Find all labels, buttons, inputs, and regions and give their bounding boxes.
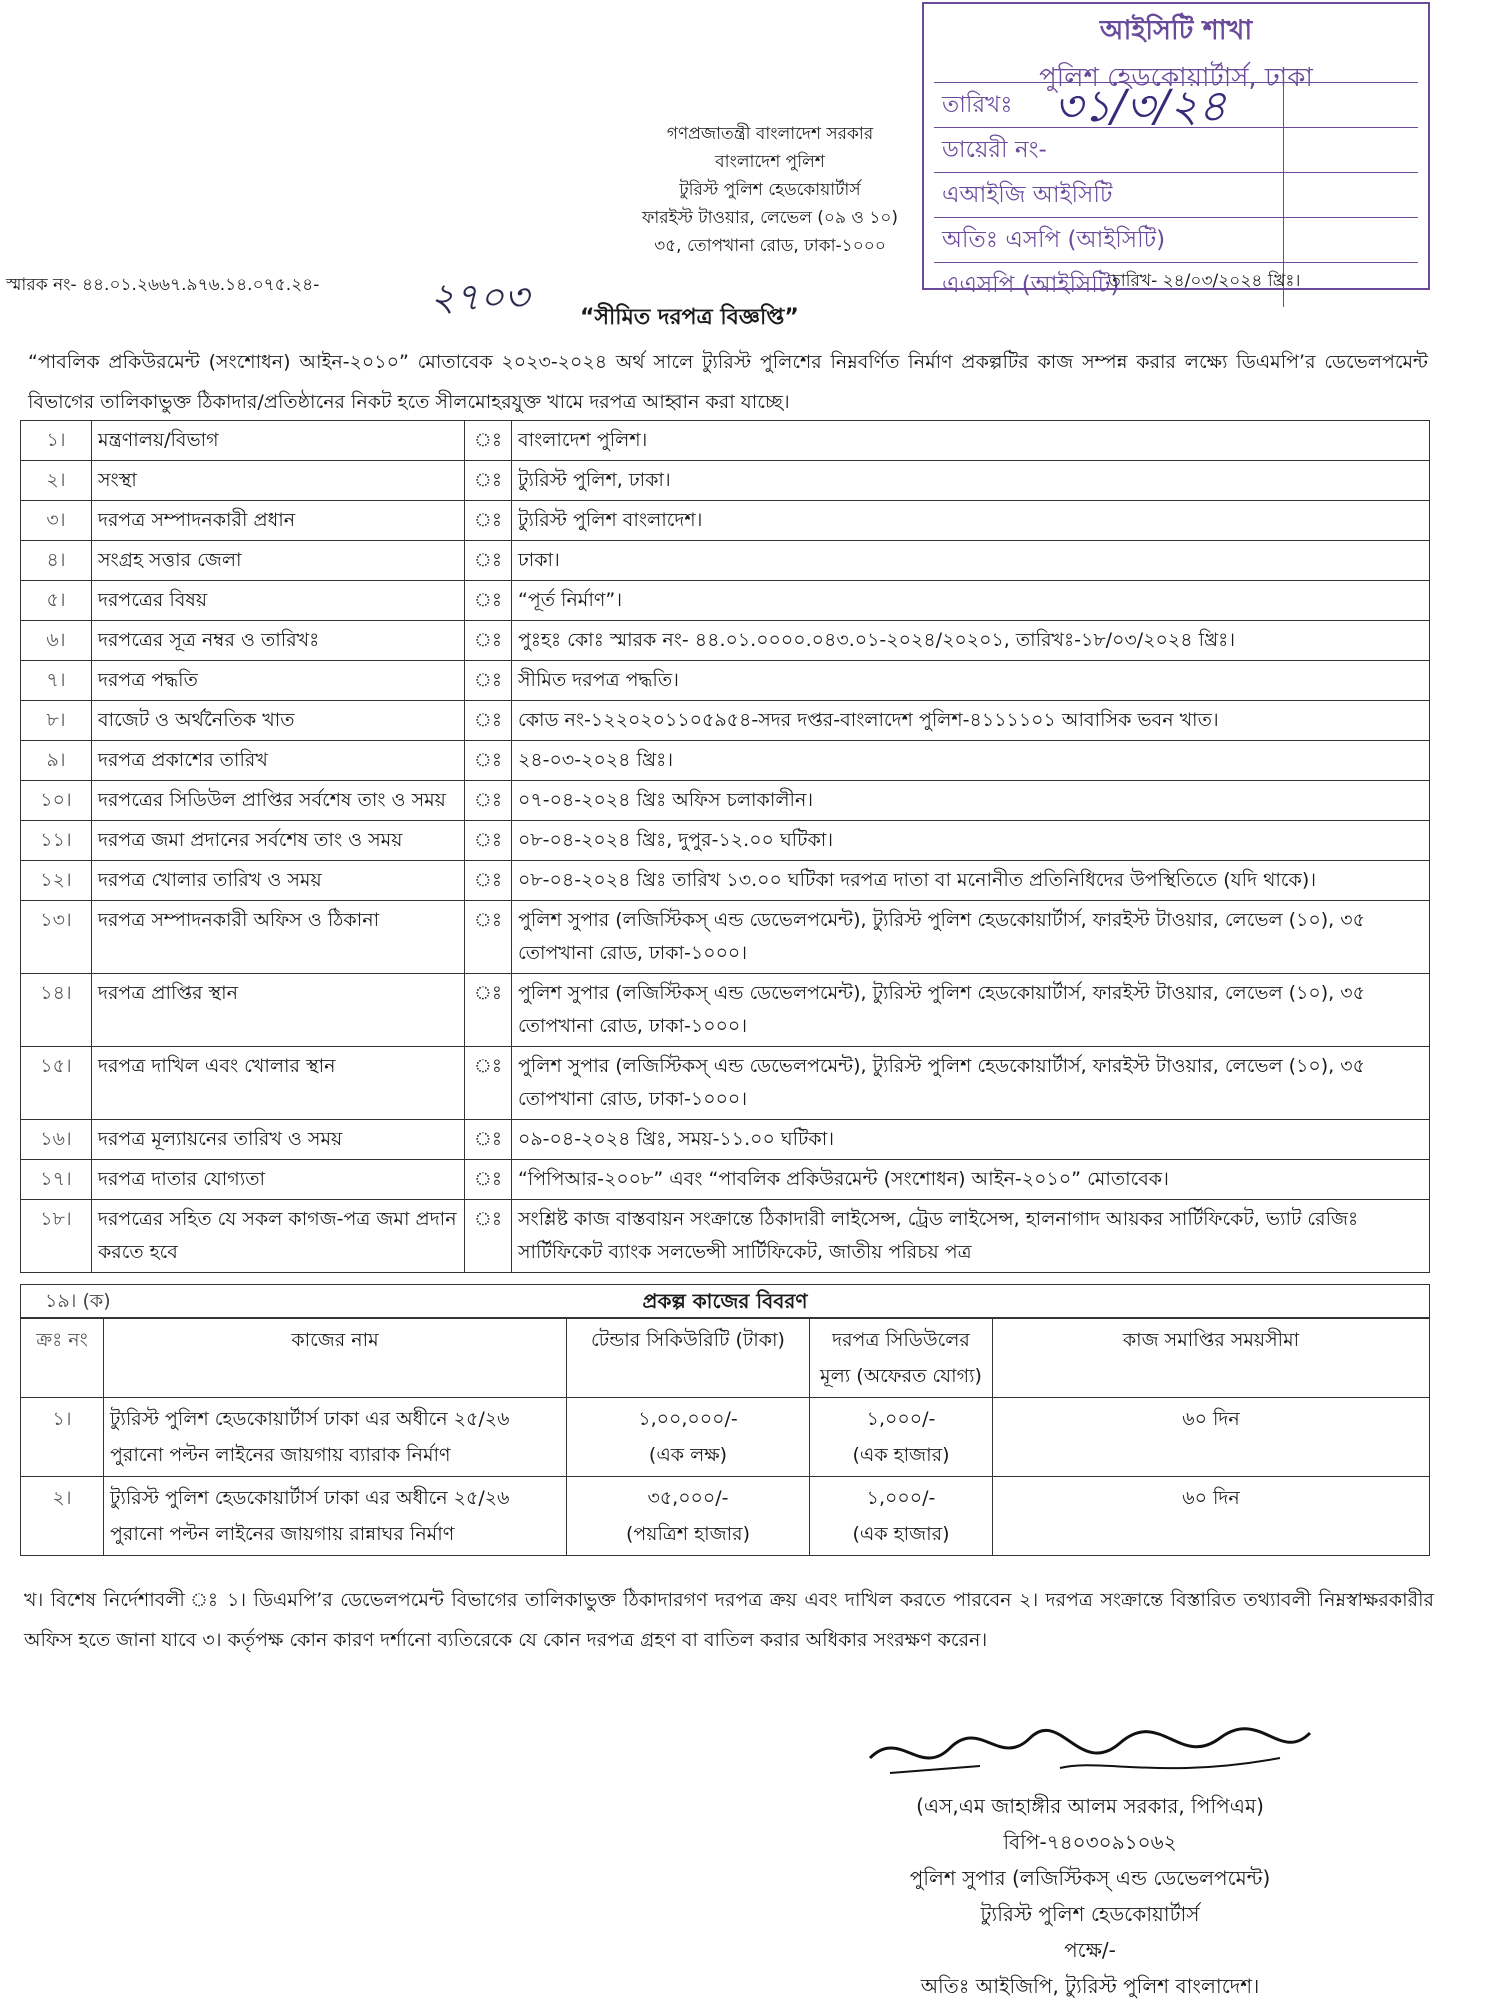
row-number: ৪। [21, 541, 92, 581]
row-colon: ঃ [465, 421, 512, 461]
signatory-bp: বিপি-৭৪০৩০৯১০৬২ [1003, 1830, 1177, 1854]
row-label: দরপত্র সম্পাদনকারী অফিস ও ঠিকানা [92, 901, 465, 974]
info-row [21, 581, 1430, 621]
info-row [21, 461, 1430, 501]
info-row [21, 861, 1430, 901]
row-value: ০৭-০৪-২০২৪ খ্রিঃ অফিস চলাকালীন। [512, 781, 1430, 821]
row-value: ২৪-০৩-২০২৪ খ্রিঃ। [512, 741, 1430, 781]
tender-info-table [20, 420, 1430, 1273]
row-value: ঢাকা। [512, 541, 1430, 581]
info-row [21, 661, 1430, 701]
table-row [21, 1398, 1430, 1477]
project-fee: ১,০০০/- (এক হাজার) [810, 1477, 993, 1556]
signatory-office: ট্যুরিস্ট পুলিশ হেডকোয়ার্টার্স [980, 1902, 1200, 1926]
row-label: দরপত্রের বিষয় [92, 581, 465, 621]
row-number: ১। [21, 421, 92, 461]
row-value: “পূর্ত নির্মাণ”। [512, 581, 1430, 621]
row-colon: ঃ [465, 781, 512, 821]
gov-line: টুরিস্ট পুলিশ হেডকোয়ার্টার্স [679, 180, 861, 200]
row-label: দরপত্র সম্পাদনকারী প্রধান [92, 501, 465, 541]
row-number: ৩। [21, 501, 92, 541]
row-number: ১০। [21, 781, 92, 821]
signatory-name: (এস,এম জাহাঙ্গীর আলম সরকার, পিপিএম) [916, 1794, 1264, 1818]
row-value: বাংলাদেশ পুলিশ। [512, 421, 1430, 461]
memo-label: স্মারক নং- ৪৪.০১.২৬৬৭.৯৭৬.১৪.০৭৫.২৪- [6, 275, 320, 295]
notice-title: “সীমিত দরপত্র বিজ্ঞপ্তি” [580, 305, 799, 330]
col-header: টেন্ডার সিকিউরিটি (টাকা) [567, 1319, 810, 1398]
row-value: সংশ্লিষ্ট কাজ বাস্তবায়ন সংক্রান্তে ঠিকাদারী লাইসেন্স, ট্রেড লাইসেন্স, হালনাগাদ আয়কর সার্টিফিকেট, ভ্যাট রেজিঃ সার্টিফিকেট ব্যাংক সলভেন্সী সার্টিফিকেট, জাতীয় পরিচয় পত্র [512, 1200, 1430, 1273]
receipt-stamp [922, 2, 1430, 298]
row-colon: ঃ [465, 901, 512, 974]
stamp-row-addl-sp: অতিঃ এসপি (আইসিটি) [934, 218, 1284, 262]
row-value: ০৯-০৪-২০২৪ খ্রিঃ, সময়-১১.০০ ঘটিকা। [512, 1120, 1430, 1160]
signatory-title: পুলিশ সুপার (লজিস্টিকস্ এন্ড ডেভেলপমেন্ট) [909, 1866, 1271, 1890]
row-colon: ঃ [465, 741, 512, 781]
gov-line: গণপ্রজাতন্ত্রী বাংলাদেশ সরকার [666, 124, 874, 144]
project-table-title [20, 1284, 1430, 1318]
row-number: ৯। [21, 741, 92, 781]
stamp-title: আইসিটি শাখা [1099, 15, 1253, 46]
row-number: ২। [21, 461, 92, 501]
row-number: ৭। [21, 661, 92, 701]
row-number: ১২। [21, 861, 92, 901]
row-colon: ঃ [465, 1200, 512, 1273]
row-colon: ঃ [465, 1160, 512, 1200]
row-value: ট্যুরিস্ট পুলিশ, ঢাকা। [512, 461, 1430, 501]
row-value: “পিপিআর-২০০৮” এবং “পাবলিক প্রকিউরমেন্ট (সংশোধন) আইন-২০১০” মোতাবেক। [512, 1160, 1430, 1200]
row-colon: ঃ [465, 701, 512, 741]
row-label: মন্ত্রণালয়/বিভাগ [92, 421, 465, 461]
row-colon: ঃ [465, 861, 512, 901]
info-row [21, 701, 1430, 741]
row-number: ১১। [21, 821, 92, 861]
info-row [21, 421, 1430, 461]
project-name: ট্যুরিস্ট পুলিশ হেডকোয়ার্টার্স ঢাকা এর অধীনে ২৫/২৬ পুরানো পল্টন লাইনের জায়গায় ব্যারাক নির্মাণ [104, 1398, 567, 1477]
info-row [21, 974, 1430, 1047]
stamp-subtitle: পুলিশ হেডকোয়ার্টার্স, ঢাকা [1039, 63, 1313, 93]
row-number: ১৫। [21, 1047, 92, 1120]
row-label: সংস্থা [92, 461, 465, 501]
notice-intro: “পাবলিক প্রকিউরমেন্ট (সংশোধন) আইন-২০১০” মোতাবেক ২০২৩-২০২৪ অর্থ সালে ট্যুরিস্ট পুলিশের নিম্নবর্ণিত নির্মাণ প্রকল্পটির কাজ সম্পন্ন করার লক্ষ্যে ডিএমপি’র ডেভেলপমেন্ট বিভাগের তালিকাভুক্ত ঠিকাদার/প্রতিষ্ঠানের নিকট হতে সীলমোহরযুক্ত খামে দরপত্র আহ্বান করা যাচ্ছে। [28, 351, 1428, 413]
special-instructions: খ। বিশেষ নির্দেশাবলী ঃ ১। ডিএমপি’র ডেভেলপমেন্ট বিভাগের তালিকাভুক্ত ঠিকাদারগণ দরপত্র ক্রয় এবং দাখিল করতে পারবেন ২। দরপত্র সংক্রান্তে বিস্তারিত তথ্যাবলী নিম্নস্বাক্ষরকারীর অফিস হতে জানা যাবে ৩। কর্তৃপক্ষ কোন কারণ দর্শানো ব্যতিরেকে যে কোন দরপত্র গ্রহণ বা বাতিল করার অধিকার সংরক্ষণ করেন। [24, 1589, 1434, 1651]
col-header: কাজ সমাপ্তির সময়সীমা [993, 1319, 1430, 1398]
stamp-row-diary: ডায়েরী নং- [934, 128, 1284, 172]
project-sl: ২। [21, 1477, 104, 1556]
row-number: ১৮। [21, 1200, 92, 1273]
project-name: ট্যুরিস্ট পুলিশ হেডকোয়ার্টার্স ঢাকা এর অধীনে ২৫/২৬ পুরানো পল্টন লাইনের জায়গায় রান্নাঘর নির্মাণ [104, 1477, 567, 1556]
row-label: দরপত্র প্রাপ্তির স্থান [92, 974, 465, 1047]
row-label: দরপত্র জমা প্রদানের সর্বশেষ তাং ও সময় [92, 821, 465, 861]
project-title: প্রকল্প কাজের বিবরণ [642, 1289, 808, 1313]
project-time: ৬০ দিন [993, 1477, 1430, 1556]
info-row [21, 1160, 1430, 1200]
row-colon: ঃ [465, 501, 512, 541]
signatory-superior: অতিঃ আইজিপি, ট্যুরিস্ট পুলিশ বাংলাদেশ। [920, 1974, 1260, 1998]
row-label: দরপত্র মূল্যায়নের তারিখ ও সময় [92, 1120, 465, 1160]
row-colon: ঃ [465, 974, 512, 1047]
row-colon: ঃ [465, 1120, 512, 1160]
row-value: ০৮-০৪-২০২৪ খ্রিঃ, দুপুর-১২.০০ ঘটিকা। [512, 821, 1430, 861]
row-label: দরপত্র দাতার যোগ্যতা [92, 1160, 465, 1200]
table-row [21, 1477, 1430, 1556]
row-colon: ঃ [465, 581, 512, 621]
row-label: দরপত্রের সিডিউল প্রাপ্তির সর্বশেষ তাং ও সময় [92, 781, 465, 821]
project-tag: ১৯। (ক) [45, 1290, 111, 1312]
row-colon: ঃ [465, 661, 512, 701]
signature-image [860, 1718, 1320, 1788]
info-row [21, 1120, 1430, 1160]
signatory-pokkhe: পক্ষে/- [1064, 1938, 1116, 1962]
info-row [21, 821, 1430, 861]
info-row [21, 781, 1430, 821]
row-number: ১৩। [21, 901, 92, 974]
row-label: দরপত্রের সূত্র নম্বর ও তারিখঃ [92, 621, 465, 661]
memo-number: ২৭০৩ [430, 275, 529, 319]
row-value: ট্যুরিস্ট পুলিশ বাংলাদেশ। [512, 501, 1430, 541]
memo-date: তারিখ- ২৪/০৩/২০২৪ খ্রিঃ। [1108, 271, 1301, 291]
info-row [21, 501, 1430, 541]
row-label: দরপত্র খোলার তারিখ ও সময় [92, 861, 465, 901]
info-row [21, 901, 1430, 974]
row-value: পুলিশ সুপার (লজিস্টিকস্ এন্ড ডেভেলপমেন্ট), ট্যুরিস্ট পুলিশ হেডকোয়ার্টার্স, ফারইস্ট টাওয়ার, লেভেল (১০), ৩৫ তোপখানা রোড, ঢাকা-১০০০। [512, 974, 1430, 1047]
project-sl: ১। [21, 1398, 104, 1477]
row-colon: ঃ [465, 461, 512, 501]
row-value: পুঃহঃ কোঃ স্মারক নং- ৪৪.০১.০০০০.০৪৩.০১-২০২৪/২০২০১, তারিখঃ-১৮/০৩/২০২৪ খ্রিঃ। [512, 621, 1430, 661]
row-label: সংগ্রহ সত্তার জেলা [92, 541, 465, 581]
row-label: দরপত্র প্রকাশের তারিখ [92, 741, 465, 781]
info-row [21, 741, 1430, 781]
government-header [580, 120, 960, 260]
info-row [21, 1047, 1430, 1120]
row-value: পুলিশ সুপার (লজিস্টিকস্ এন্ড ডেভেলপমেন্ট), ট্যুরিস্ট পুলিশ হেডকোয়ার্টার্স, ফারইস্ট টাওয়ার, লেভেল (১০), ৩৫ তোপখানা রোড, ঢাকা-১০০০। [512, 1047, 1430, 1120]
row-value: পুলিশ সুপার (লজিস্টিকস্ এন্ড ডেভেলপমেন্ট), ট্যুরিস্ট পুলিশ হেডকোয়ার্টার্স, ফারইস্ট টাওয়ার, লেভেল (১০), ৩৫ তোপখানা রোড, ঢাকা-১০০০। [512, 901, 1430, 974]
row-number: ১৬। [21, 1120, 92, 1160]
row-number: ৮। [21, 701, 92, 741]
row-label: দরপত্র পদ্ধতি [92, 661, 465, 701]
project-fee: ১,০০০/- (এক হাজার) [810, 1398, 993, 1477]
stamp-handwritten-date: ৩১/৩/২৪ [1054, 81, 1227, 132]
row-number: ৬। [21, 621, 92, 661]
col-header: দরপত্র সিডিউলের মূল্য (অফেরত যোগ্য) [810, 1319, 993, 1398]
row-colon: ঃ [465, 1047, 512, 1120]
col-header: কাজের নাম [104, 1319, 567, 1398]
project-security: ৩৫,০০০/- (পয়ত্রিশ হাজার) [567, 1477, 810, 1556]
project-table [20, 1318, 1430, 1556]
row-label: দরপত্রের সহিত যে সকল কাগজ-পত্র জমা প্রদান করতে হবে [92, 1200, 465, 1273]
row-number: ১৭। [21, 1160, 92, 1200]
info-row [21, 541, 1430, 581]
row-number: ১৪। [21, 974, 92, 1047]
gov-line: ৩৫, তোপখানা রোড, ঢাকা-১০০০ [654, 236, 886, 256]
row-colon: ঃ [465, 541, 512, 581]
stamp-row-aig: এআইজি আইসিটি [934, 173, 1284, 217]
row-label: বাজেট ও অর্থনৈতিক খাত [92, 701, 465, 741]
gov-line: বাংলাদেশ পুলিশ [715, 152, 825, 172]
project-time: ৬০ দিন [993, 1398, 1430, 1477]
info-row [21, 621, 1430, 661]
signatory-block [850, 1788, 1330, 2004]
col-header: ক্রঃ নং [21, 1319, 104, 1398]
row-value: কোড নং-১২২০২০১১০৫৯৫৪-সদর দপ্তর-বাংলাদেশ পুলিশ-৪১১১১০১ আবাসিক ভবন খাত। [512, 701, 1430, 741]
stamp-row-asp: এএসপি (আইসিটি) [934, 263, 1284, 307]
info-row [21, 1200, 1430, 1273]
row-colon: ঃ [465, 621, 512, 661]
stamp-row-date: তারিখঃ [934, 83, 1284, 127]
row-value: ০৮-০৪-২০২৪ খ্রিঃ তারিখ ১৩.০০ ঘটিকা দরপত্র দাতা বা মনোনীত প্রতিনিধিদের উপস্থিতিতে (যদি থাকে)। [512, 861, 1430, 901]
gov-line: ফারইস্ট টাওয়ার, লেভেল (০৯ ও ১০) [641, 208, 899, 228]
row-colon: ঃ [465, 821, 512, 861]
row-label: দরপত্র দাখিল এবং খোলার স্থান [92, 1047, 465, 1120]
row-number: ৫। [21, 581, 92, 621]
project-security: ১,০০,০০০/- (এক লক্ষ) [567, 1398, 810, 1477]
row-value: সীমিত দরপত্র পদ্ধতি। [512, 661, 1430, 701]
